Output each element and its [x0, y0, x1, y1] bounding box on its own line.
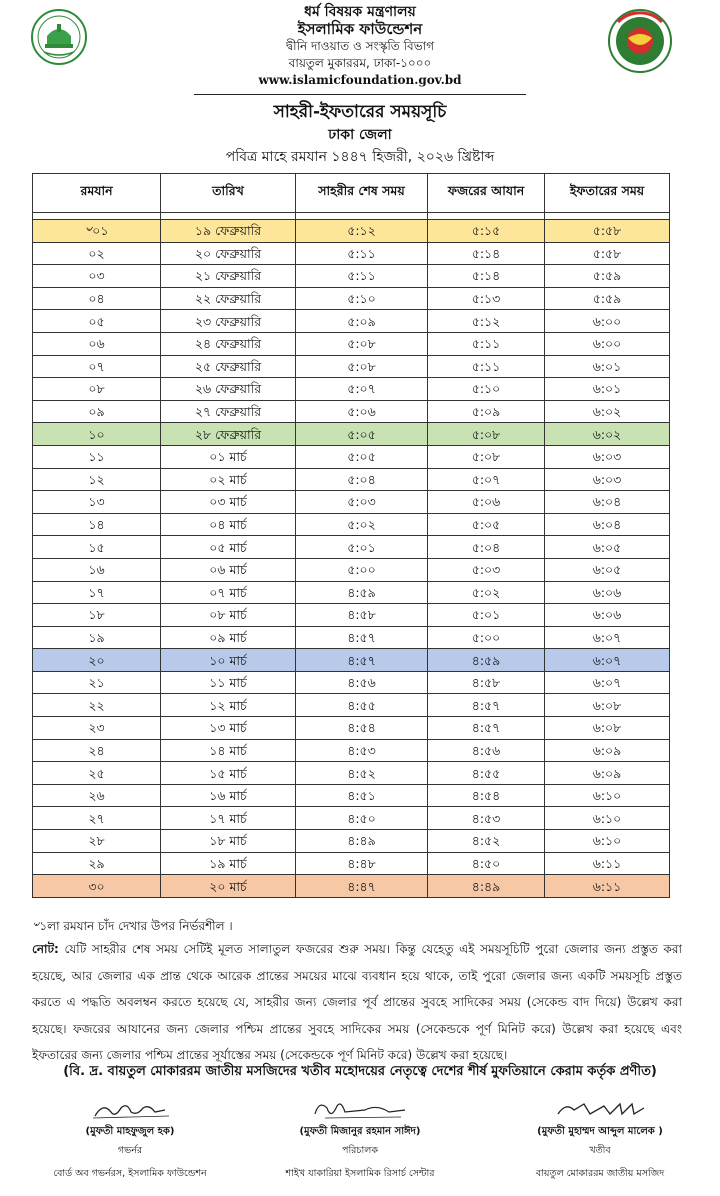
- cell-iftar: ৬:০৮: [545, 694, 670, 717]
- cell-iftar: ৬:০৬: [545, 581, 670, 604]
- cell-iftar: ৬:১০: [545, 784, 670, 807]
- header-divider: [194, 94, 526, 95]
- cell-date: ১৭ মার্চ: [161, 807, 296, 830]
- header-iftar: ইফতারের সময়: [545, 174, 670, 213]
- cell-iftar: ৬:০৯: [545, 762, 670, 785]
- cell-fajr: ৫:০৫: [428, 513, 545, 536]
- cell-sehri: ৪:৪৯: [296, 830, 428, 853]
- note-label: নোট:: [32, 942, 59, 956]
- signatory-title: গভর্নর: [117, 1145, 143, 1156]
- website: www.islamicfoundation.gov.bd: [258, 73, 462, 87]
- signature-1: [85, 1098, 175, 1122]
- cell-date: ০১ মার্চ: [161, 445, 296, 468]
- cell-ramadan: ০৮: [33, 378, 161, 401]
- cell-sehri: ৪:৫৬: [296, 671, 428, 694]
- cell-iftar: ৬:১০: [545, 830, 670, 853]
- cell-ramadan: ২৪: [33, 739, 161, 762]
- cell-iftar: ৬:০৬: [545, 604, 670, 627]
- cell-date: ১৫ মার্চ: [161, 762, 296, 785]
- table-row: [33, 265, 670, 288]
- table-row: [33, 536, 670, 559]
- cell-ramadan: ১২: [33, 468, 161, 491]
- table-row: [33, 604, 670, 627]
- table-row: [33, 287, 670, 310]
- footnote: ৺১লা রমযান চাঁদ দেখার উপর নির্ভরশীল ।: [32, 919, 233, 933]
- header-fajr: ফজরের আযান: [428, 174, 545, 213]
- cell-fajr: ৪:৫৯: [428, 649, 545, 672]
- cell-sehri: ৫:০৮: [296, 332, 428, 355]
- table-row: [33, 558, 670, 581]
- table-row: [33, 762, 670, 785]
- cell-sehri: ৪:৫১: [296, 784, 428, 807]
- cell-ramadan: ২৬: [33, 784, 161, 807]
- cell-fajr: ৫:১৪: [428, 242, 545, 265]
- cell-fajr: ৫:০৪: [428, 536, 545, 559]
- cell-sehri: ৪:৫৫: [296, 694, 428, 717]
- cell-ramadan: ৺০১: [33, 220, 161, 243]
- cell-date: ১৩ মার্চ: [161, 717, 296, 740]
- cell-ramadan: ১৫: [33, 536, 161, 559]
- header-date: তারিখ: [161, 174, 296, 213]
- cell-iftar: ৬:০২: [545, 423, 670, 446]
- ministry-name: ধর্ম বিষয়ক মন্ত্রণালয়: [304, 4, 416, 20]
- cell-date: ০৪ মার্চ: [161, 513, 296, 536]
- cell-ramadan: ১০: [33, 423, 161, 446]
- cell-fajr: ৫:০০: [428, 626, 545, 649]
- cell-fajr: ৫:০২: [428, 581, 545, 604]
- cell-date: ২১ ফেব্রুয়ারি: [161, 265, 296, 288]
- table-row: [33, 423, 670, 446]
- cell-fajr: ৪:৫৭: [428, 694, 545, 717]
- page-title: সাহরী-ইফতারের সময়সূচি: [273, 102, 447, 122]
- cell-date: ০২ মার্চ: [161, 468, 296, 491]
- cell-sehri: ৪:৫৭: [296, 649, 428, 672]
- foundation-name: ইসলামিক ফাউন্ডেশন: [297, 20, 423, 38]
- cell-ramadan: ১৬: [33, 558, 161, 581]
- cell-fajr: ৪:৫৪: [428, 784, 545, 807]
- cell-sehri: ৪:৪৭: [296, 875, 428, 898]
- header-sehri: সাহরীর শেষ সময়: [296, 174, 428, 213]
- cell-fajr: ৫:১১: [428, 355, 545, 378]
- signatory-title: পরিচালক: [342, 1145, 378, 1156]
- cell-iftar: ৬:০২: [545, 400, 670, 423]
- cell-ramadan: ২৩: [33, 717, 161, 740]
- cell-ramadan: ০৬: [33, 332, 161, 355]
- cell-iftar: ৬:১১: [545, 852, 670, 875]
- cell-fajr: ৪:৫৬: [428, 739, 545, 762]
- cell-iftar: ৬:০১: [545, 378, 670, 401]
- cell-iftar: ৬:০০: [545, 332, 670, 355]
- cell-ramadan: ২৭: [33, 807, 161, 830]
- signatory-2: [250, 1098, 470, 1182]
- cell-date: ২৭ ফেব্রুয়ারি: [161, 400, 296, 423]
- cell-iftar: ৬:১০: [545, 807, 670, 830]
- cell-ramadan: ২২: [33, 694, 161, 717]
- cell-ramadan: ১৪: [33, 513, 161, 536]
- cell-iftar: ৬:০৫: [545, 558, 670, 581]
- cell-fajr: ৪:৫৮: [428, 671, 545, 694]
- cell-date: ২৫ ফেব্রুয়ারি: [161, 355, 296, 378]
- signature-3: [550, 1098, 650, 1122]
- cell-fajr: ৪:৫০: [428, 852, 545, 875]
- table-spacer: [33, 213, 670, 220]
- signatory-org: বোর্ড অব গভর্নরস, ইসলামিক ফাউন্ডেশন: [53, 1168, 207, 1179]
- cell-fajr: ৫:০৮: [428, 423, 545, 446]
- cell-fajr: ৪:৫২: [428, 830, 545, 853]
- cell-ramadan: ৩০: [33, 875, 161, 898]
- table-row: [33, 491, 670, 514]
- cell-fajr: ৪:৪৯: [428, 875, 545, 898]
- cell-sehri: ৫:১১: [296, 265, 428, 288]
- table-row: [33, 649, 670, 672]
- table-row: [33, 830, 670, 853]
- table-header-row: [33, 174, 670, 213]
- cell-ramadan: ২৮: [33, 830, 161, 853]
- cell-date: ১৯ ফেব্রুয়ারি: [161, 220, 296, 243]
- cell-date: ০৩ মার্চ: [161, 491, 296, 514]
- cell-iftar: ৬:০৩: [545, 445, 670, 468]
- table-row: [33, 445, 670, 468]
- table-row: [33, 332, 670, 355]
- cell-fajr: ৪:৫৩: [428, 807, 545, 830]
- cell-iftar: ৬:০৮: [545, 717, 670, 740]
- cell-iftar: ৫:৫৮: [545, 220, 670, 243]
- cell-date: ০৬ মার্চ: [161, 558, 296, 581]
- table-row: [33, 581, 670, 604]
- cell-sehri: ৫:০১: [296, 536, 428, 559]
- cell-date: ০৫ মার্চ: [161, 536, 296, 559]
- table-row: [33, 739, 670, 762]
- cell-date: ১৬ মার্চ: [161, 784, 296, 807]
- cell-ramadan: ১৩: [33, 491, 161, 514]
- cell-iftar: ৬:০১: [545, 355, 670, 378]
- signatory-org: বায়তুল মোকাররম জাতীয় মসজিদ: [535, 1168, 665, 1179]
- cell-ramadan: ০৭: [33, 355, 161, 378]
- signatory-title: খতীব: [589, 1145, 611, 1156]
- cell-fajr: ৫:১৫: [428, 220, 545, 243]
- cell-ramadan: ১৯: [33, 626, 161, 649]
- cell-iftar: ৬:০৩: [545, 468, 670, 491]
- cell-ramadan: ০৩: [33, 265, 161, 288]
- cell-ramadan: ০৪: [33, 287, 161, 310]
- cell-iftar: ৫:৫৯: [545, 265, 670, 288]
- cell-iftar: ৬:০৯: [545, 739, 670, 762]
- cell-date: ২৩ ফেব্রুয়ারি: [161, 310, 296, 333]
- cell-iftar: ৬:০৪: [545, 491, 670, 514]
- cell-fajr: ৫:১০: [428, 378, 545, 401]
- cell-iftar: ৬:০৭: [545, 626, 670, 649]
- cell-fajr: ৫:১২: [428, 310, 545, 333]
- cell-fajr: ৫:০৮: [428, 445, 545, 468]
- cell-sehri: ৫:০৪: [296, 468, 428, 491]
- cell-sehri: ৪:৫৪: [296, 717, 428, 740]
- division-name: দ্বীনি দাওয়াত ও সংস্কৃতি বিভাগ: [286, 39, 434, 53]
- cell-date: ২২ ফেব্রুয়ারি: [161, 287, 296, 310]
- table-row: [33, 626, 670, 649]
- cell-fajr: ৫:০৩: [428, 558, 545, 581]
- schedule-subtitle: পবিত্র মাহে রমযান ১৪৪৭ হিজরী, ২০২৬ খ্রিষ্টাব্দ: [225, 149, 495, 165]
- cell-iftar: ৫:৫৯: [545, 287, 670, 310]
- cell-ramadan: ২৯: [33, 852, 161, 875]
- cell-sehri: ৫:০২: [296, 513, 428, 536]
- table-row: [33, 242, 670, 265]
- signatory-1: [20, 1098, 240, 1182]
- address: বায়তুল মুকাররম, ঢাকা-১০০০: [288, 56, 432, 70]
- schedule-titles: [0, 100, 720, 168]
- cell-date: ১৮ মার্চ: [161, 830, 296, 853]
- cell-date: ০৮ মার্চ: [161, 604, 296, 627]
- table-row: [33, 694, 670, 717]
- cell-date: ১৯ মার্চ: [161, 852, 296, 875]
- cell-date: ২৬ ফেব্রুয়ারি: [161, 378, 296, 401]
- cell-iftar: ৬:১১: [545, 875, 670, 898]
- cell-date: ২০ মার্চ: [161, 875, 296, 898]
- note-paragraph: [32, 936, 682, 1069]
- cell-sehri: ৫:০৯: [296, 310, 428, 333]
- table-row: [33, 400, 670, 423]
- cell-iftar: ৫:৫৮: [545, 242, 670, 265]
- cell-sehri: ৫:০৮: [296, 355, 428, 378]
- cell-fajr: ৫:১৪: [428, 265, 545, 288]
- cell-fajr: ৪:৫৭: [428, 717, 545, 740]
- cell-date: ১০ মার্চ: [161, 649, 296, 672]
- table-row: [33, 875, 670, 898]
- table-body: [33, 213, 670, 898]
- table-row: [33, 468, 670, 491]
- cell-sehri: ৫:১১: [296, 242, 428, 265]
- cell-ramadan: ১৮: [33, 604, 161, 627]
- table-row: [33, 807, 670, 830]
- table-row: [33, 784, 670, 807]
- cell-sehri: ৪:৫৮: [296, 604, 428, 627]
- cell-iftar: ৬:০৭: [545, 671, 670, 694]
- cell-fajr: ৪:৫৫: [428, 762, 545, 785]
- cell-iftar: ৬:০৪: [545, 513, 670, 536]
- cell-sehri: ৫:১২: [296, 220, 428, 243]
- cell-sehri: ৫:০৩: [296, 491, 428, 514]
- cell-fajr: ৫:০১: [428, 604, 545, 627]
- signatory-name: (মুফতী মাহফুজুল হক): [85, 1126, 175, 1137]
- cell-fajr: ৫:০৯: [428, 400, 545, 423]
- cell-ramadan: ২৫: [33, 762, 161, 785]
- cell-fajr: ৫:০৭: [428, 468, 545, 491]
- cell-ramadan: ১৭: [33, 581, 161, 604]
- signatory-3: [490, 1098, 710, 1182]
- cell-ramadan: ০৫: [33, 310, 161, 333]
- cell-sehri: ৫:০৫: [296, 423, 428, 446]
- cell-sehri: ৪:৫০: [296, 807, 428, 830]
- table-row: [33, 671, 670, 694]
- cell-sehri: ৪:৫৭: [296, 626, 428, 649]
- table-row: [33, 852, 670, 875]
- cell-sehri: ৫:০৭: [296, 378, 428, 401]
- cell-sehri: ৫:১০: [296, 287, 428, 310]
- cell-sehri: ৫:০০: [296, 558, 428, 581]
- cell-date: ১২ মার্চ: [161, 694, 296, 717]
- cell-iftar: ৬:০০: [545, 310, 670, 333]
- district-title: ঢাকা জেলা: [328, 127, 392, 143]
- cell-sehri: ৪:৪৮: [296, 852, 428, 875]
- table-row: [33, 378, 670, 401]
- cell-fajr: ৫:১৩: [428, 287, 545, 310]
- cell-ramadan: ১১: [33, 445, 161, 468]
- note-text: যেটি সাহরীর শেষ সময় সেটিই মূলত সালাতুল ফজরের শুরু সময়। কিন্তু যেহেতু এই সময়সূচিটি পুরো জেলার জন্য প্রস্তুত করা হয়েছে, আর জেলার এক প্রান্ত থেকে আরেক প্রান্তের সময়ের মাঝে ব্যবধান হয়ে থাকে, তাই পুরো জেলার জন্য একটি সময়সূচি প্রস্তুত করতে এ পদ্ধতি অবলম্বন করতে হয়েছে যে, সাহরীর জন্য জেলার পূর্ব প্রান্তের সুবহে সাদিকের সময় (সেকেন্ড বাদ দিয়ে) উল্লেখ করা হয়েছে। ফজরের আযানের জন্য জেলার পশ্চিম প্রান্তের সুবহে সাদিকের সময় (সেকেন্ডকে পূর্ণ মিনিট করে) উল্লেখ করা হয়েছে এবং ইফতারের জন্য জেলার পশ্চিম প্রান্তের সূর্যাস্তের সময় (সেকেন্ডকে পূর্ণ মিনিট করে) উল্লেখ করা হয়েছে।: [32, 942, 682, 1062]
- cell-iftar: ৬:০৫: [545, 536, 670, 559]
- cell-ramadan: ০৯: [33, 400, 161, 423]
- cell-iftar: ৬:০৭: [545, 649, 670, 672]
- table-row: [33, 310, 670, 333]
- cell-sehri: ৫:০৬: [296, 400, 428, 423]
- signatory-name: (মুফতী মিজানুর রহমান সাঈদ): [299, 1126, 421, 1137]
- signatory-name: (মুফতী মুহাম্মদ আব্দুল মালেক ): [537, 1126, 663, 1137]
- cell-date: ০৭ মার্চ: [161, 581, 296, 604]
- cell-date: ২৪ ফেব্রুয়ারি: [161, 332, 296, 355]
- cell-date: ১১ মার্চ: [161, 671, 296, 694]
- cell-date: ২৮ ফেব্রুয়ারি: [161, 423, 296, 446]
- cell-fajr: ৫:০৬: [428, 491, 545, 514]
- cell-ramadan: ০২: [33, 242, 161, 265]
- table-row: [33, 513, 670, 536]
- signatory-org: শাইখ যাকারিয়া ইসলামিক রিসার্চ সেন্টার: [285, 1168, 435, 1179]
- cell-date: ০৯ মার্চ: [161, 626, 296, 649]
- credit-line: (বি. দ্র. বায়তুল মোকাররম জাতীয় মসজিদের খতীব মহোদয়ের নেতৃত্বে দেশের শীর্ষ মুফতিয়ানে কেরাম কর্তৃক প্রণীত): [63, 1064, 657, 1079]
- header-ramadan: রমযান: [33, 174, 161, 213]
- cell-sehri: ৪:৫৩: [296, 739, 428, 762]
- cell-ramadan: ২০: [33, 649, 161, 672]
- cell-date: ২০ ফেব্রুয়ারি: [161, 242, 296, 265]
- table-row: [33, 355, 670, 378]
- signature-2: [305, 1098, 415, 1122]
- cell-sehri: ৫:০৫: [296, 445, 428, 468]
- cell-fajr: ৫:১১: [428, 332, 545, 355]
- cell-sehri: ৪:৫২: [296, 762, 428, 785]
- cell-ramadan: ২১: [33, 671, 161, 694]
- sehri-iftar-table: [32, 173, 670, 898]
- table-row: [33, 717, 670, 740]
- letterhead: [0, 0, 720, 108]
- table-row: [33, 220, 670, 243]
- cell-sehri: ৪:৫৯: [296, 581, 428, 604]
- cell-date: ১৪ মার্চ: [161, 739, 296, 762]
